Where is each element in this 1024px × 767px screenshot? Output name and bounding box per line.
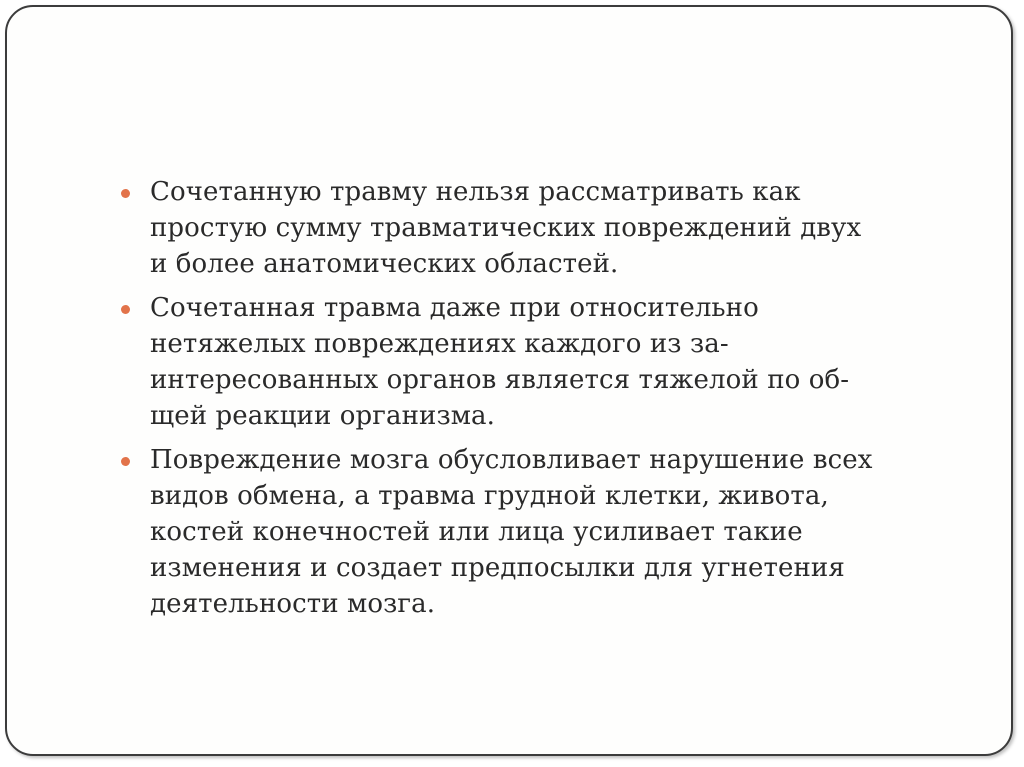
bullet-line: интересованных органов является тяжелой по об- [150,365,850,395]
bullet-item [117,290,962,434]
bullet-line: Сочетанную травму нельзя рассматривать как [150,177,801,207]
bullet-line: нетяжелых повреждениях каждого из за- [150,329,729,359]
bullet-line: Сочетанная травма даже при относительно [150,293,759,323]
bullet-text [150,442,962,622]
bullet-line: видов обмена, а травма грудной клетки, живота, [150,481,829,511]
bullet-line: и более анатомических областей. [150,249,619,279]
bullet-line: щей реакции организма. [150,401,496,431]
bullet-line: костей конечностей или лица усиливает такие [150,517,803,547]
bullet-text [150,290,962,434]
bullet-text [150,174,962,282]
slide-frame [5,5,1013,756]
bullet-item [117,174,962,282]
bullet-line: простую сумму травматических повреждений двух [150,213,862,243]
bullet-dot-icon [121,305,130,314]
bullet-line: Повреждение мозга обусловливает нарушение всех [150,445,873,475]
bullet-item [117,442,962,622]
bullet-line: деятельности мозга. [150,589,436,619]
bullet-line: изменения и создает предпосылки для угнетения [150,553,845,583]
bullet-dot-icon [121,457,130,466]
bullet-list [117,174,962,630]
bullet-dot-icon [121,189,130,198]
